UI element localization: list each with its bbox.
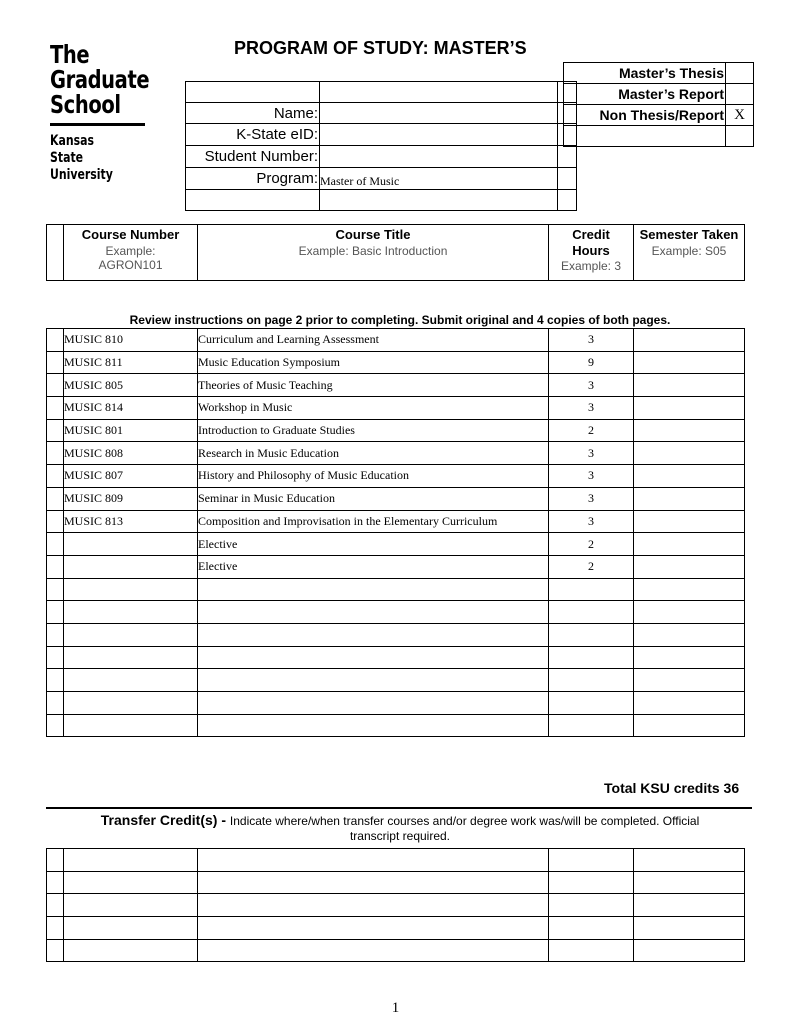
row-marker xyxy=(47,714,64,737)
semester-cell[interactable] xyxy=(634,601,745,624)
credit-hours-cell[interactable]: 3 xyxy=(549,487,634,510)
course-title-cell[interactable]: Elective xyxy=(198,555,549,578)
credit-hours-cell[interactable] xyxy=(549,849,634,872)
course-title-cell[interactable]: Elective xyxy=(198,533,549,556)
course-number-heading: Course Number xyxy=(81,227,180,242)
row-marker xyxy=(47,510,64,533)
credit-hours-cell[interactable]: 3 xyxy=(549,442,634,465)
row-marker xyxy=(47,578,64,601)
course-title-cell[interactable]: Composition and Improvisation in the Elementary Curriculum xyxy=(198,510,549,533)
eid-label: K-State eID: xyxy=(186,124,320,146)
name-label: Name: xyxy=(186,103,320,124)
semester-cell[interactable] xyxy=(634,329,745,352)
row-marker xyxy=(47,329,64,352)
semester-cell[interactable] xyxy=(634,374,745,397)
semester-cell[interactable] xyxy=(634,692,745,715)
credit-hours-cell[interactable] xyxy=(549,871,634,894)
course-number-cell[interactable]: MUSIC 801 xyxy=(64,419,198,442)
eid-field[interactable] xyxy=(320,124,558,146)
course-row xyxy=(47,623,745,646)
semester-cell[interactable] xyxy=(634,714,745,737)
course-title-cell[interactable] xyxy=(198,849,549,872)
course-row xyxy=(47,419,745,442)
course-title-cell[interactable] xyxy=(198,601,549,624)
row-marker xyxy=(47,555,64,578)
course-row xyxy=(47,510,745,533)
credit-hours-cell[interactable]: 3 xyxy=(549,329,634,352)
logo-line-1: The xyxy=(50,40,90,69)
course-row xyxy=(47,374,745,397)
course-number-cell[interactable]: MUSIC 805 xyxy=(64,374,198,397)
credit-hours-cell[interactable] xyxy=(549,894,634,917)
row-marker xyxy=(47,601,64,624)
course-number-cell[interactable]: MUSIC 808 xyxy=(64,442,198,465)
credit-hours-cell[interactable] xyxy=(549,692,634,715)
semester-cell[interactable] xyxy=(634,419,745,442)
course-number-cell[interactable] xyxy=(64,578,198,601)
course-row xyxy=(47,555,745,578)
credit-hours-header xyxy=(549,225,634,281)
course-number-cell[interactable] xyxy=(64,939,198,962)
credit-hours-heading: Credit Hours xyxy=(572,227,610,258)
transfer-note-2: transcript required. xyxy=(349,829,451,843)
course-number-example: Example: AGRON101 xyxy=(98,244,163,272)
row-marker xyxy=(47,374,64,397)
course-number-cell[interactable]: MUSIC 814 xyxy=(64,397,198,420)
course-row xyxy=(47,329,745,352)
masters-report-label: Master’s Report xyxy=(564,84,726,105)
course-title-example: Example: Basic Introduction xyxy=(298,244,448,258)
course-row xyxy=(47,533,745,556)
course-number-cell[interactable]: MUSIC 809 xyxy=(64,487,198,510)
student-number-field[interactable] xyxy=(320,146,558,168)
course-title-header xyxy=(198,225,549,281)
page-title: PROGRAM OF STUDY: MASTER’S xyxy=(234,38,527,58)
row-marker xyxy=(47,646,64,669)
course-title-cell[interactable] xyxy=(198,692,549,715)
transfer-row xyxy=(47,939,745,962)
credit-hours-cell[interactable] xyxy=(549,939,634,962)
semester-taken-example: Example: S05 xyxy=(651,244,727,258)
semester-cell[interactable] xyxy=(634,917,745,940)
credit-hours-cell[interactable] xyxy=(549,714,634,737)
credit-hours-cell[interactable] xyxy=(549,646,634,669)
course-number-cell[interactable]: MUSIC 810 xyxy=(64,329,198,352)
course-number-cell[interactable] xyxy=(64,601,198,624)
program-label: Program: xyxy=(186,168,320,190)
course-title-cell[interactable] xyxy=(198,623,549,646)
semester-cell[interactable] xyxy=(634,510,745,533)
transfer-note-1: Indicate where/when transfer courses and/or degree work was/will be completed. Official xyxy=(229,814,700,828)
course-title-cell[interactable]: History and Philosophy of Music Education xyxy=(198,465,549,488)
course-title-cell[interactable] xyxy=(198,894,549,917)
course-number-cell[interactable] xyxy=(64,894,198,917)
course-title-cell[interactable] xyxy=(198,714,549,737)
course-number-cell[interactable] xyxy=(64,849,198,872)
student-info-table xyxy=(185,81,577,211)
course-number-cell[interactable] xyxy=(64,692,198,715)
semester-cell[interactable] xyxy=(634,442,745,465)
course-row xyxy=(47,487,745,510)
course-number-cell[interactable]: MUSIC 813 xyxy=(64,510,198,533)
non-thesis-report-checkbox[interactable]: X xyxy=(726,105,754,126)
course-number-cell[interactable] xyxy=(64,871,198,894)
transfer-credits-section xyxy=(46,813,754,844)
credit-hours-cell[interactable]: 3 xyxy=(549,510,634,533)
semester-cell[interactable] xyxy=(634,465,745,488)
credit-hours-cell[interactable] xyxy=(549,917,634,940)
course-number-cell[interactable] xyxy=(64,533,198,556)
course-title-cell[interactable]: Music Education Symposium xyxy=(198,351,549,374)
semester-cell[interactable] xyxy=(634,397,745,420)
course-title-cell[interactable] xyxy=(198,917,549,940)
course-row xyxy=(47,714,745,737)
credit-hours-cell[interactable] xyxy=(549,601,634,624)
logo-sub-line-2: University xyxy=(50,167,113,183)
course-title-heading: Course Title xyxy=(335,227,411,242)
course-title-cell[interactable] xyxy=(198,939,549,962)
row-marker xyxy=(47,669,64,692)
row-marker xyxy=(47,397,64,420)
transfer-row xyxy=(47,871,745,894)
course-number-cell[interactable] xyxy=(64,555,198,578)
course-title-cell[interactable]: Theories of Music Teaching xyxy=(198,374,549,397)
logo-sub-line-1: Kansas State xyxy=(50,133,94,166)
row-marker xyxy=(47,442,64,465)
course-row xyxy=(47,578,745,601)
course-row xyxy=(47,601,745,624)
credit-hours-cell[interactable]: 9 xyxy=(549,351,634,374)
course-row xyxy=(47,646,745,669)
course-number-cell[interactable]: MUSIC 811 xyxy=(64,351,198,374)
course-title-cell[interactable]: Workshop in Music xyxy=(198,397,549,420)
transfer-row xyxy=(47,894,745,917)
row-marker xyxy=(47,894,64,917)
row-marker xyxy=(47,871,64,894)
course-title-cell[interactable] xyxy=(198,871,549,894)
course-header-table xyxy=(46,224,745,281)
credit-hours-cell[interactable]: 3 xyxy=(549,465,634,488)
row-marker xyxy=(47,351,64,374)
semester-cell[interactable] xyxy=(634,871,745,894)
course-title-cell[interactable] xyxy=(198,578,549,601)
masters-thesis-label: Master’s Thesis xyxy=(564,63,726,84)
program-field[interactable]: Master of Music xyxy=(320,168,558,190)
transfer-heading: Transfer Credit(s) xyxy=(100,812,218,828)
course-number-header xyxy=(64,225,198,281)
course-number-cell[interactable] xyxy=(64,646,198,669)
course-row xyxy=(47,692,745,715)
transfer-table xyxy=(46,848,745,962)
course-title-cell[interactable]: Seminar in Music Education xyxy=(198,487,549,510)
transfer-row xyxy=(47,917,745,940)
name-field[interactable] xyxy=(320,103,558,124)
course-number-cell[interactable] xyxy=(64,714,198,737)
course-title-cell[interactable]: Research in Music Education xyxy=(198,442,549,465)
course-title-cell[interactable] xyxy=(198,646,549,669)
semester-cell[interactable] xyxy=(634,555,745,578)
row-marker xyxy=(47,623,64,646)
row-marker xyxy=(47,692,64,715)
course-number-cell[interactable] xyxy=(64,917,198,940)
transfer-row xyxy=(47,849,745,872)
total-value: 36 xyxy=(723,780,740,796)
semester-cell[interactable] xyxy=(634,849,745,872)
blank-field[interactable] xyxy=(320,190,558,211)
row-marker xyxy=(47,849,64,872)
course-number-cell[interactable] xyxy=(64,669,198,692)
semester-cell[interactable] xyxy=(634,623,745,646)
course-row xyxy=(47,442,745,465)
graduate-school-logo xyxy=(50,40,150,183)
credit-hours-cell[interactable] xyxy=(549,669,634,692)
row-marker xyxy=(47,465,64,488)
section-divider xyxy=(46,807,752,809)
course-row xyxy=(47,351,745,374)
masters-thesis-checkbox[interactable] xyxy=(726,63,754,84)
instructions-text: Review instructions on page 2 prior to completing. Submit original and 4 copies of both pages. xyxy=(129,313,671,327)
credit-hours-cell[interactable]: 2 xyxy=(549,533,634,556)
semester-cell[interactable] xyxy=(634,646,745,669)
row-marker xyxy=(47,939,64,962)
course-number-cell[interactable] xyxy=(64,623,198,646)
course-title-cell[interactable]: Curriculum and Learning Assessment xyxy=(198,329,549,352)
course-row xyxy=(47,397,745,420)
semester-taken-header xyxy=(634,225,745,281)
degree-type-table xyxy=(563,62,754,147)
credit-hours-cell[interactable] xyxy=(549,578,634,601)
semester-cell[interactable] xyxy=(634,351,745,374)
logo-line-2: Graduate xyxy=(50,65,150,94)
credit-hours-cell[interactable]: 3 xyxy=(549,374,634,397)
non-thesis-report-label: Non Thesis/Report xyxy=(564,105,726,126)
semester-cell[interactable] xyxy=(634,939,745,962)
masters-report-checkbox[interactable] xyxy=(726,84,754,105)
credit-hours-cell[interactable]: 2 xyxy=(549,555,634,578)
row-marker xyxy=(47,917,64,940)
row-marker xyxy=(47,487,64,510)
course-table xyxy=(46,328,745,737)
student-number-label: Student Number: xyxy=(186,146,320,168)
transfer-dash: - xyxy=(217,812,230,828)
semester-cell[interactable] xyxy=(634,669,745,692)
logo-line-3: School xyxy=(50,90,121,119)
row-marker xyxy=(47,419,64,442)
credit-hours-cell[interactable]: 2 xyxy=(549,419,634,442)
course-title-cell[interactable] xyxy=(198,669,549,692)
semester-cell[interactable] xyxy=(634,578,745,601)
course-row xyxy=(47,465,745,488)
course-title-cell[interactable]: Introduction to Graduate Studies xyxy=(198,419,549,442)
semester-cell[interactable] xyxy=(634,533,745,556)
row-marker xyxy=(47,533,64,556)
credit-hours-example: Example: 3 xyxy=(560,259,622,273)
course-number-cell[interactable]: MUSIC 807 xyxy=(64,465,198,488)
total-ksu-credits xyxy=(604,780,739,796)
page-number: 1 xyxy=(391,1000,400,1016)
blank-field[interactable] xyxy=(320,82,558,103)
credit-hours-cell[interactable]: 3 xyxy=(549,397,634,420)
semester-taken-heading: Semester Taken xyxy=(639,227,739,242)
semester-cell[interactable] xyxy=(634,894,745,917)
semester-cell[interactable] xyxy=(634,487,745,510)
credit-hours-cell[interactable] xyxy=(549,623,634,646)
logo-rule xyxy=(50,123,145,126)
course-row xyxy=(47,669,745,692)
total-label: Total KSU credits xyxy=(604,780,720,796)
